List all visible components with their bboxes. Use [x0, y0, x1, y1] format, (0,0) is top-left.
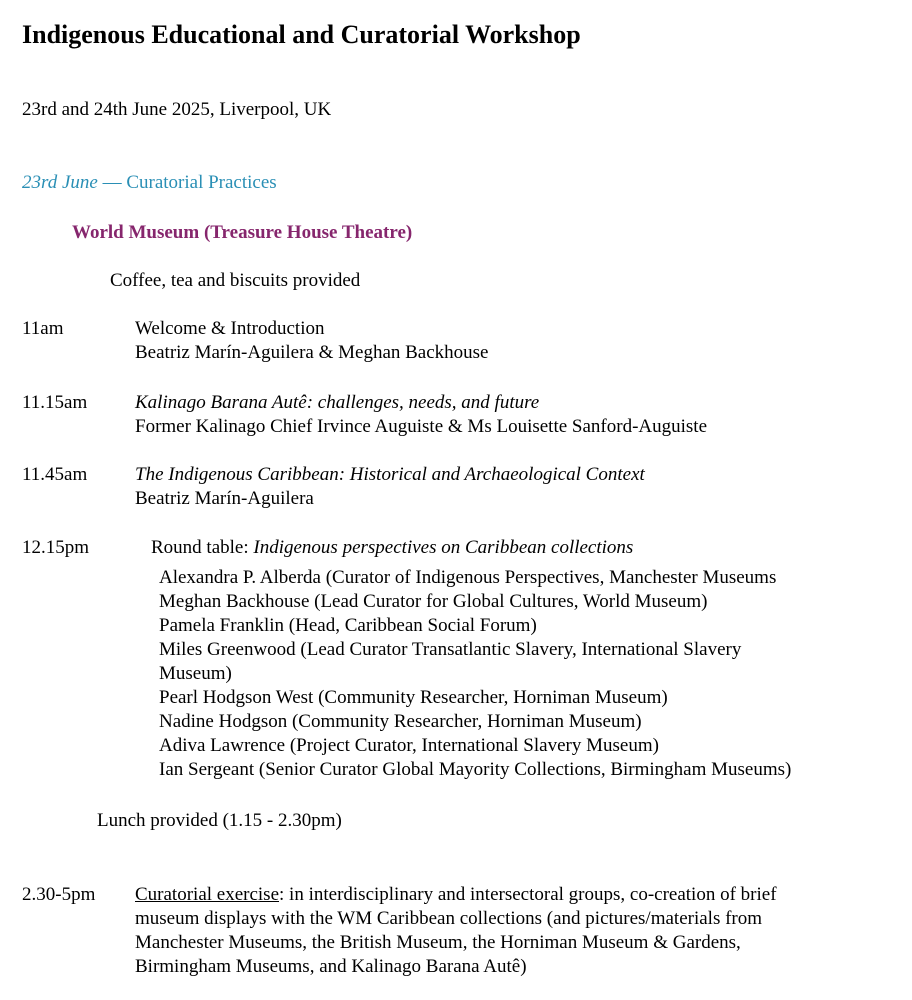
exercise-label: Curatorial exercise: [135, 884, 280, 905]
panelist: Alexandra P. Alberda (Curator of Indigenous Perspectives, Manchester Museums: [159, 567, 777, 588]
session-time: 11.45am: [22, 464, 88, 485]
day-separator: —: [97, 172, 127, 193]
session-title: Kalinago Barana Autê: challenges, needs, and future: [135, 392, 540, 413]
session-title: The Indigenous Caribbean: Historical and Archaeological Context: [135, 464, 645, 485]
exercise-description: [135, 883, 777, 979]
session-speakers: Former Kalinago Chief Irvince Auguiste & Ms Louisette Sanford-Auguiste: [135, 416, 708, 437]
exercise-line: Birmingham Museums, and Kalinago Barana Autê): [135, 956, 527, 977]
roundtable-title: Indigenous perspectives on Caribbean collections: [253, 537, 634, 558]
exercise-line: museum displays with the WM Caribbean collections (and pictures/materials from: [135, 908, 763, 929]
session-speakers: Beatriz Marín-Aguilera: [135, 488, 314, 509]
date-location: 23rd and 24th June 2025, Liverpool, UK: [22, 99, 332, 120]
roundtable-heading: [151, 536, 633, 560]
exercise-time: 2.30-5pm: [22, 884, 96, 905]
panelist: Adiva Lawrence (Project Curator, International Slavery Museum): [159, 735, 659, 756]
panelist: Pamela Franklin (Head, Caribbean Social Forum): [159, 615, 537, 636]
venue-heading: World Museum (Treasure House Theatre): [72, 222, 413, 243]
session-time: 11am: [22, 318, 64, 339]
day-date: 23rd June: [22, 172, 98, 193]
session-title: Welcome & Introduction: [135, 318, 325, 339]
panelist: Pearl Hodgson West (Community Researcher, Horniman Museum): [159, 687, 668, 708]
exercise-line: Manchester Museums, the British Museum, the Horniman Museum & Gardens,: [135, 932, 741, 953]
panelist: Museum): [159, 663, 232, 684]
refreshments-note: Coffee, tea and biscuits provided: [110, 270, 361, 291]
panelist: Nadine Hodgson (Community Researcher, Horniman Museum): [159, 711, 642, 732]
panelist-list: [159, 566, 791, 782]
day-theme: Curatorial Practices: [126, 172, 277, 193]
day-heading: [22, 171, 277, 195]
session-speakers: Beatriz Marín-Aguilera & Meghan Backhouse: [135, 342, 489, 363]
page-title: Indigenous Educational and Curatorial Workshop: [22, 20, 581, 49]
roundtable-time: 12.15pm: [22, 537, 90, 558]
panelist: Ian Sergeant (Senior Curator Global Mayority Collections, Birmingham Museums): [159, 759, 792, 780]
panelist: Meghan Backhouse (Lead Curator for Global Cultures, World Museum): [159, 591, 708, 612]
roundtable-prefix: Round table:: [151, 537, 254, 558]
lunch-note: Lunch provided (1.15 - 2.30pm): [97, 810, 342, 831]
session-time: 11.15am: [22, 392, 88, 413]
exercise-line: : in interdisciplinary and intersectoral groups, co-creation of brief: [279, 884, 777, 905]
panelist: Miles Greenwood (Lead Curator Transatlantic Slavery, International Slavery: [159, 639, 742, 660]
